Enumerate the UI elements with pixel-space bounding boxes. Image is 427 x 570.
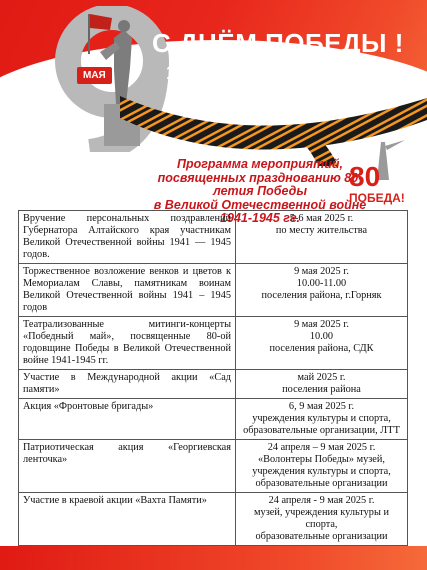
date-place-line: 9 мая 2025 г.: [294, 266, 349, 277]
date-place-line: образовательные организации: [255, 478, 388, 489]
table-row: [19, 399, 408, 440]
event-name-cell: Участие в Международной акции «Сад памяти»: [19, 370, 236, 399]
date-place-line: по месту жительства: [275, 225, 368, 236]
date-place-line: май 2025 г.: [297, 372, 346, 383]
event-name-cell: Акция «Фронтовые бригады»: [19, 399, 236, 440]
years-subtitle: 1945-2025: [166, 63, 257, 84]
footer-bar: [0, 546, 427, 570]
events-table-wrapper: [18, 210, 408, 546]
date-place-line: 24 апреля – 9 мая 2025 г.: [267, 442, 376, 453]
event-name-cell: Театрализованные митинги-концерты «Победный май», посвященные 80-ой годовщине Победы в Великой Отечественной войне 1941-1945 гг.: [19, 317, 236, 370]
table-row: [19, 317, 408, 370]
event-date-place-cell: [236, 399, 408, 440]
date-place-line: музей, учреждения культуры и спорта,: [254, 507, 389, 530]
event-name-cell: Участие в краевой акции «Вахта Памяти»: [19, 493, 236, 546]
date-place-line: «Волонтеры Победы» музей,: [258, 454, 385, 465]
logo-word: ПОБЕДА!: [349, 191, 405, 205]
program-line: Программа мероприятий,: [176, 157, 344, 171]
program-line: в Великой Отечественной войне 1941-1945 гг.: [153, 197, 367, 225]
table-row: [19, 493, 408, 546]
event-date-place-cell: [236, 211, 408, 264]
events-table: [18, 210, 408, 546]
date-place-line: поселения района: [282, 384, 361, 395]
event-date-place-cell: [236, 264, 408, 317]
date-place-line: 9 мая 2025 г.: [294, 319, 349, 330]
event-name-cell: Торжественное возложение венков и цветов к Мемориалам Славы, памятникам воинам Великой Отечественной войны 1941 – 1945 годов: [19, 264, 236, 317]
logo-number: 80: [349, 161, 381, 192]
event-date-place-cell: [236, 493, 408, 546]
event-date-place-cell: [236, 317, 408, 370]
date-place-line: 10.00: [309, 331, 334, 342]
date-place-line: поселения района, г.Горняк: [261, 290, 382, 301]
date-place-line: 24 апреля - 9 мая 2025 г.: [268, 495, 375, 506]
date-place-line: 5-6 мая 2025 г.: [289, 213, 354, 224]
victory-80-logo: [345, 140, 421, 206]
table-row: [19, 211, 408, 264]
event-date-place-cell: [236, 440, 408, 493]
may-badge: МАЯ: [77, 67, 112, 84]
page-title: С ДНЁМ ПОБЕДЫ !: [152, 28, 404, 58]
date-place-line: образовательные организации, ЛТТ: [243, 425, 400, 436]
date-place-line: 6, 9 мая 2025 г.: [288, 401, 355, 412]
date-place-line: поселения района, СДК: [269, 343, 374, 354]
event-name-cell: Патриотическая акция «Георгиевская ленточка»: [19, 440, 236, 493]
date-place-line: учреждения культуры и спорта,: [252, 413, 391, 424]
date-place-line: учреждения культуры и спорта,: [252, 466, 391, 477]
table-row: [19, 264, 408, 317]
date-place-line: образовательные организации: [255, 531, 388, 542]
table-row: [19, 370, 408, 399]
date-place-line: 10.00-11.00: [296, 278, 347, 289]
event-date-place-cell: [236, 370, 408, 399]
program-line: посвященных празднованию 80-летия Победы: [157, 170, 363, 198]
table-row: [19, 440, 408, 493]
event-name-cell: Вручение персональных поздравлений Губернатора Алтайского края участникам Великой Отечественной войны 1941 — 1945 годов.: [19, 211, 236, 264]
